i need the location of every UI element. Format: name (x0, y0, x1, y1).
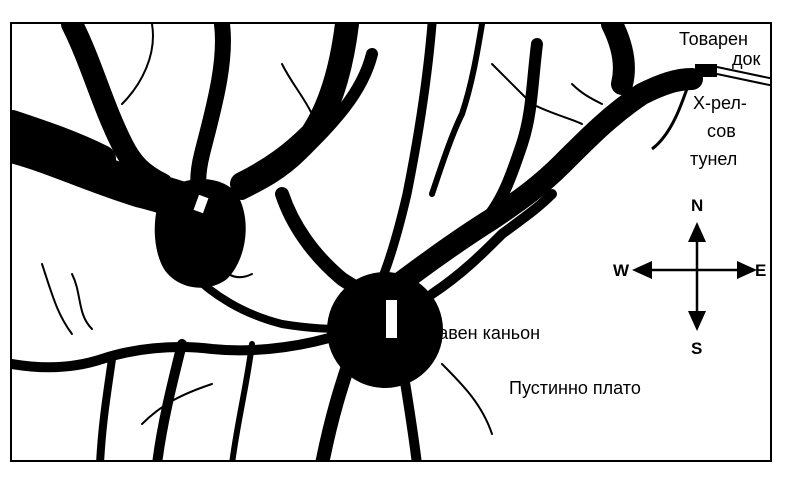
tributary-9 (142, 384, 212, 424)
compass-west-arrow (632, 261, 652, 279)
compass-west-label: W (613, 261, 630, 280)
compass-north-arrow (688, 222, 706, 242)
compass-south-arrow (688, 311, 706, 331)
canyon-northeast (612, 24, 624, 84)
tributary-6 (442, 364, 492, 434)
desert-plateau-label: Пустинно плато (509, 378, 641, 398)
canyon-center-n2 (432, 24, 482, 194)
tributary-4 (42, 264, 72, 334)
tributary-2 (282, 64, 312, 114)
cargo-dock-label-line2: док (732, 49, 761, 69)
canyon-sw-b (100, 359, 112, 462)
canyon-map (10, 22, 772, 462)
compass-south-label: S (691, 339, 703, 358)
canyon-center-n-top (382, 24, 432, 279)
main-canyon-label: Главен каньон (419, 323, 541, 343)
tunnel-label-line2: сов (707, 121, 736, 141)
tributary-8 (572, 84, 602, 104)
canyon-north-a (198, 24, 223, 204)
canyon-network (12, 24, 772, 462)
compass-east-arrow (737, 261, 757, 279)
cargo-dock-label-line1: Товарен (679, 29, 748, 49)
compass-north-label: N (691, 196, 704, 215)
tributary-1 (122, 24, 153, 104)
cargo-dock-block (695, 64, 717, 77)
tunnel-rails (717, 67, 772, 86)
compass-rose (632, 222, 757, 331)
compass-east-label: E (755, 261, 767, 280)
main-canyon-marker (385, 299, 398, 339)
tunnel-label-line3: тунел (690, 149, 738, 169)
tributary-5 (72, 274, 92, 329)
canyon-sw-c (232, 344, 252, 462)
tunnel-label-line1: Х-рел- (693, 93, 747, 113)
